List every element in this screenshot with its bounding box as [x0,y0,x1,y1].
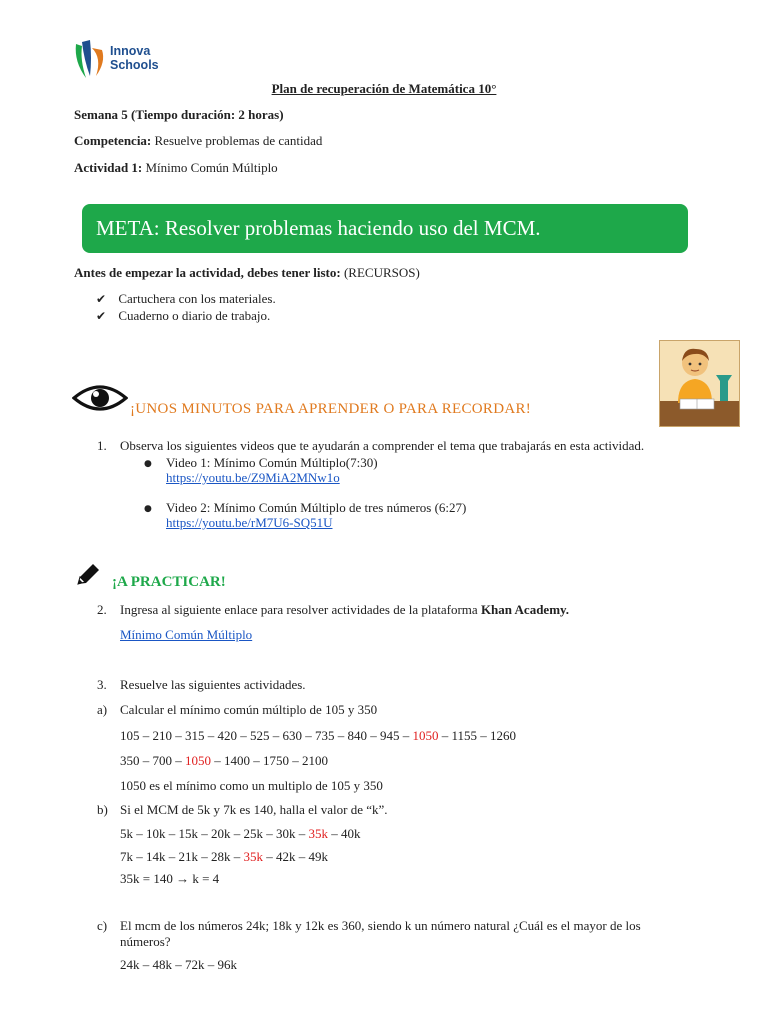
section-heading-aprender: ¡UNOS MINUTOS PARA APRENDER O PARA RECORDAR! [130,401,532,417]
part-b-line1-post: – 40k [328,826,361,841]
part-b-result: 35k = 140 → k = 4 [120,871,220,886]
part-c-multiples: 24k – 48k – 72k – 96k [120,957,237,972]
bullet-icon: ● [144,504,152,514]
semana-line: Semana 5 (Tiempo duración: 2 horas) [74,107,284,122]
item2-text-main: Ingresa al siguiente enlace para resolver actividades de la plataforma [120,602,481,617]
part-letter: c) [97,918,108,933]
part-a-line2-post: – 1400 – 1750 – 2100 [211,753,328,768]
part-c-text-line2: números? [120,934,171,949]
innova-schools-logo [72,38,172,82]
part-a-multiples-105 [120,728,516,744]
competencia-value: Resuelve problemas de cantidad [151,133,323,148]
checkmark-icon: ✔ [96,292,107,306]
eye-icon [72,382,128,414]
part-b-line1-pre: 5k – 10k – 15k – 20k – 25k – 30k – [120,826,309,841]
part-a-text: Calcular el mínimo común múltiplo de 105 y 350 [120,702,378,717]
video1-link[interactable]: https://youtu.be/Z9MiA2MNw1o [166,470,340,485]
part-a-line2-pre: 350 – 700 – [120,753,185,768]
item3-text: Resuelve las siguientes actividades. [120,677,306,692]
part-letter: b) [97,802,108,817]
item-number: 2. [97,602,107,617]
item-number: 1. [97,438,107,453]
competencia-label: Competencia: [74,133,152,148]
part-b-line2-pre: 7k – 14k – 21k – 28k – [120,849,244,864]
part-b-multiples-7k [120,849,328,865]
item-number: 3. [97,677,107,692]
highlight-value: 1050 [185,753,211,768]
khan-academy-label: Khan Academy. [480,602,570,617]
part-a-line1-pre: 105 – 210 – 315 – 420 – 525 – 630 – 735 – 840 – 945 – [120,728,413,743]
check-item-label: Cartuchera con los materiales. [118,291,276,306]
video2-title: Video 2: Mínimo Común Múltiplo de tres números (6:27) [166,500,467,515]
meta-text: META: Resolver problemas haciendo uso del MCM. [96,216,541,240]
pencil-icon [74,562,102,588]
actividad-label: Actividad 1: [74,160,143,175]
part-c-text-line1: El mcm de los números 24k; 18k y 12k es 360, siendo k un número natural ¿Cuál es el mayor de los [120,918,641,933]
bullet-icon: ● [144,459,152,469]
part-letter: a) [97,702,108,717]
page-title: Plan de recuperación de Matemática 10° [271,81,497,96]
item2-text [120,602,569,618]
actividad-value: Mínimo Común Múltiplo [142,160,278,175]
part-b-text: Si el MCM de 5k y 7k es 140, halla el valor de “k”. [120,802,388,817]
part-a-line1-post: – 1155 – 1260 [438,728,517,743]
logo-text-line1: Innova [110,44,151,58]
khan-link[interactable]: Mínimo Común Múltiplo [120,627,253,642]
highlight-value: 35k [308,826,328,841]
check-item [96,291,276,307]
check-item [96,308,270,324]
part-a-multiples-350 [120,753,328,769]
recursos-line [74,265,420,281]
logo-text-line2: Schools [110,58,159,72]
recursos-label: Antes de empezar la actividad, debes tener listo: [74,265,341,280]
actividad-line [74,160,278,176]
highlight-value: 1050 [412,728,439,743]
checkmark-icon: ✔ [96,309,107,323]
meta-banner [82,204,688,253]
logo-icon [72,38,108,80]
part-b-multiples-5k [120,826,361,842]
item1-text: Observa los siguientes videos que te ayudarán a comprender el tema que trabajarás en esta actividad. [120,438,645,453]
page-title-row [0,80,768,98]
competencia-line [74,133,322,149]
video1-title: Video 1: Mínimo Común Múltiplo(7:30) [166,455,378,470]
part-a-conclusion: 1050 es el mínimo como un multiplo de 105 y 350 [120,778,383,793]
highlight-value: 35k [243,849,263,864]
video2-link[interactable]: https://youtu.be/rM7U6-SQ51U [166,515,333,530]
recursos-value: (RECURSOS) [340,265,420,280]
part-b-line2-post: – 42k – 49k [263,849,328,864]
student-studying-icon [660,341,739,426]
section-heading-practicar: ¡A PRACTICAR! [112,574,226,590]
student-illustration [659,340,740,427]
check-item-label: Cuaderno o diario de trabajo. [118,308,271,323]
